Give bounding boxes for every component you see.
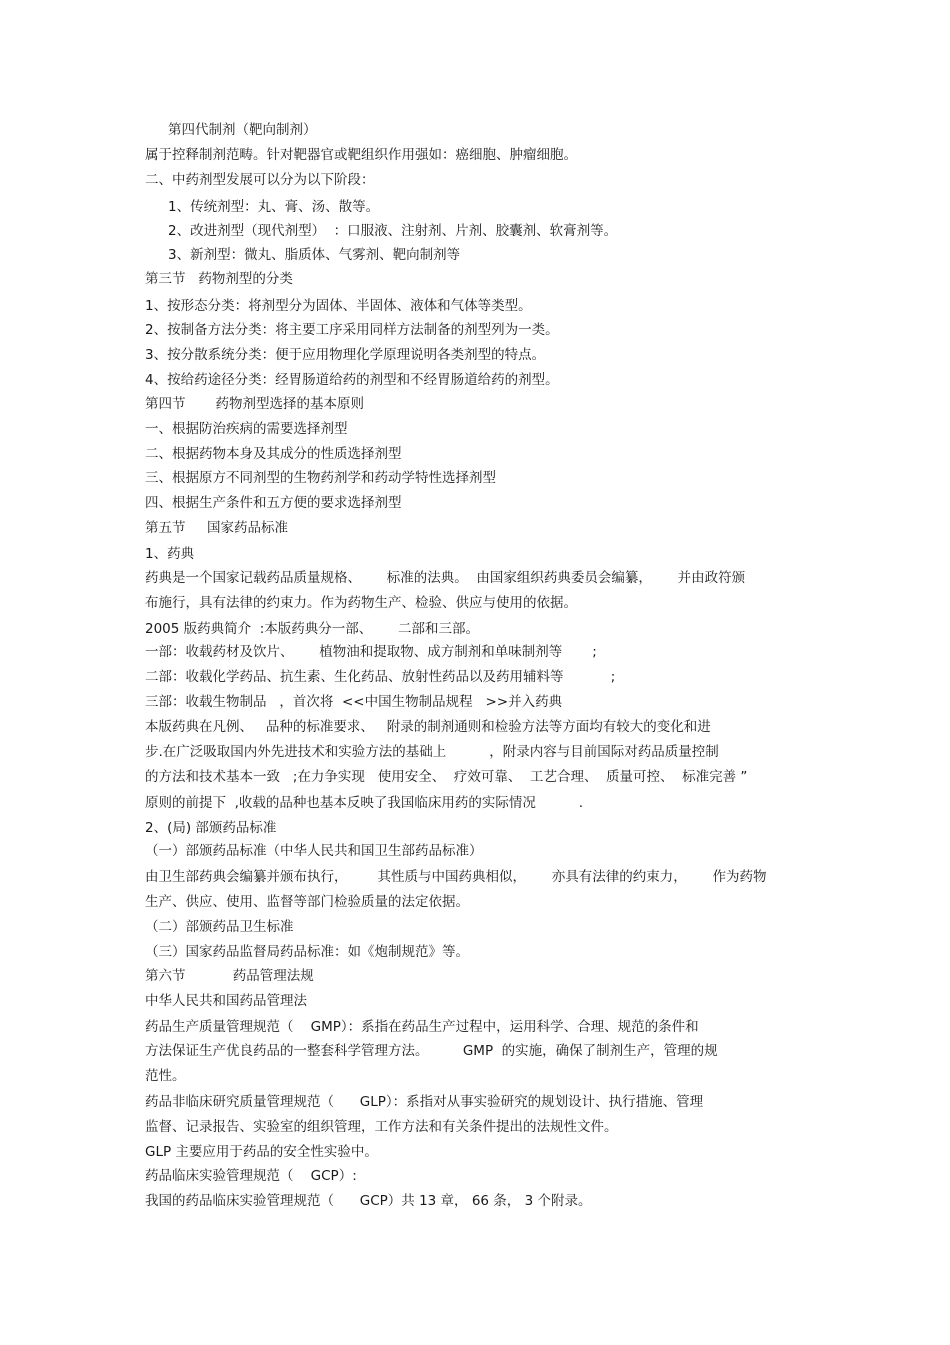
text-line: 三部：收载生物制品 ，首次将 <<中国生物制品规程 >>并入药典 [145,694,563,710]
text-line: （三）国家药品监督局药品标准：如《炮制规范》等。 [145,944,469,960]
text-line: 3、按分散系统分类：便于应用物理化学原理说明各类剂型的特点。 [145,347,546,363]
text-line: 的方法和技术基本一致 ;在力争实现 使用安全、 疗效可靠、 工艺合理、 质量可控、 标准完善 ” [145,769,748,785]
text-line: 药品生产质量管理规范（ GMP）：系指在药品生产过程中，运用科学、合理、规范的条件和 [145,1019,699,1035]
text-line: 范性。 [145,1068,186,1084]
text-line: 一部：收载药材及饮片、 植物油和提取物、成方制剂和单味制剂等 ; [145,644,597,660]
text-line: 1、按形态分类：将剂型分为固体、半固体、液体和气体等类型。 [145,298,532,314]
text-line: 药典是一个国家记载药品质量规格、 标准的法典。 由国家组织药典委员会编纂， 并由政符颁 [145,570,746,586]
text-line: 第四代制剂（靶向制剂） [168,122,317,138]
text-line: 本版药典在凡例、 品种的标准要求、 附录的制剂通则和检验方法等方面均有较大的变化和进 [145,719,711,735]
text-line: 一、根据防治疾病的需要选择剂型 [145,421,348,437]
section-heading: 第四节 药物剂型选择的基本原则 [145,396,365,412]
text-line: 2、按制备方法分类：将主要工序采用同样方法制备的剂型列为一类。 [145,322,559,338]
text-line: 方法保证生产优良药品的一整套科学管理方法。 GMP 的实施，确保了制剂生产，管理的规 [145,1043,718,1059]
text-line: 二、根据药物本身及其成分的性质选择剂型 [145,446,402,462]
text-line: 原则的前提下 ,收载的品种也基本反映了我国临床用药的实际情况 . [145,795,584,811]
text-line: 3、新剂型：微丸、脂质体、气雾剂、靶向制剂等 [168,247,461,263]
text-line: 布施行，具有法律的约束力。作为药物生产、检验、供应与使用的依据。 [145,595,577,611]
text-line: 中华人民共和国药品管理法 [145,993,307,1009]
text-line: 2、改进剂型（现代剂型） ：口服液、注射剂、片剂、胶囊剂、软膏剂等。 [168,223,618,239]
text-line: （二）部颁药品卫生标准 [145,919,294,935]
text-line: 三、根据原方不同剂型的生物药剂学和药动学特性选择剂型 [145,470,496,486]
text-line: 由卫生部药典会编纂并颁布执行， 其性质与中国药典相似， 亦具有法律的约束力， 作为药物 [145,869,767,885]
text-line: 二部：收载化学药品、抗生素、生化药品、放射性药品以及药用辅料等 ; [145,669,616,685]
text-line: 生产、供应、使用、监督等部门检验质量的法定依据。 [145,894,469,910]
text-line: 药品临床实验管理规范（ GCP）: [145,1168,357,1184]
text-line: 1、传统剂型：丸、膏、汤、散等。 [168,199,380,215]
text-line: 药品非临床研究质量管理规范（ GLP）：系指对从事实验研究的规划设计、执行措施、管理 [145,1094,704,1110]
text-line: GLP 主要应用于药品的安全性实验中。 [145,1144,378,1160]
text-line: 步.在广泛吸取国内外先进技术和实验方法的基础上 ，附录内容与目前国际对药品质量控制 [145,744,719,760]
text-line: 四、根据生产条件和五方便的要求选择剂型 [145,495,402,511]
section-heading: 第三节 药物剂型的分类 [145,271,293,287]
section-heading: 第五节 国家药品标准 [145,520,288,536]
text-line: 2、(局) 部颁药品标准 [145,820,277,836]
text-line: 4、按给药途径分类：经胃肠道给药的剂型和不经胃肠道给药的剂型。 [145,372,559,388]
text-line: 我国的药品临床实验管理规范（ GCP）共 13 章， 66 条， 3 个附录。 [145,1193,592,1209]
text-line: 1、药典 [145,546,195,562]
section-heading: 第六节 药品管理法规 [145,968,314,984]
text-line: 监督、记录报告、实验室的组织管理，工作方法和有关条件提出的法规性文件。 [145,1119,618,1135]
text-line: 属于控释制剂范畴。针对靶器官或靶组织作用强如：癌细胞、肿瘤细胞。 [145,147,577,163]
text-line: 2005 版药典简介 :本版药典分一部、 二部和三部。 [145,621,480,637]
text-line: 二、中药剂型发展可以分为以下阶段： [145,172,375,188]
text-line: （一）部颁药品标准（中华人民共和国卫生部药品标准） [145,843,483,859]
